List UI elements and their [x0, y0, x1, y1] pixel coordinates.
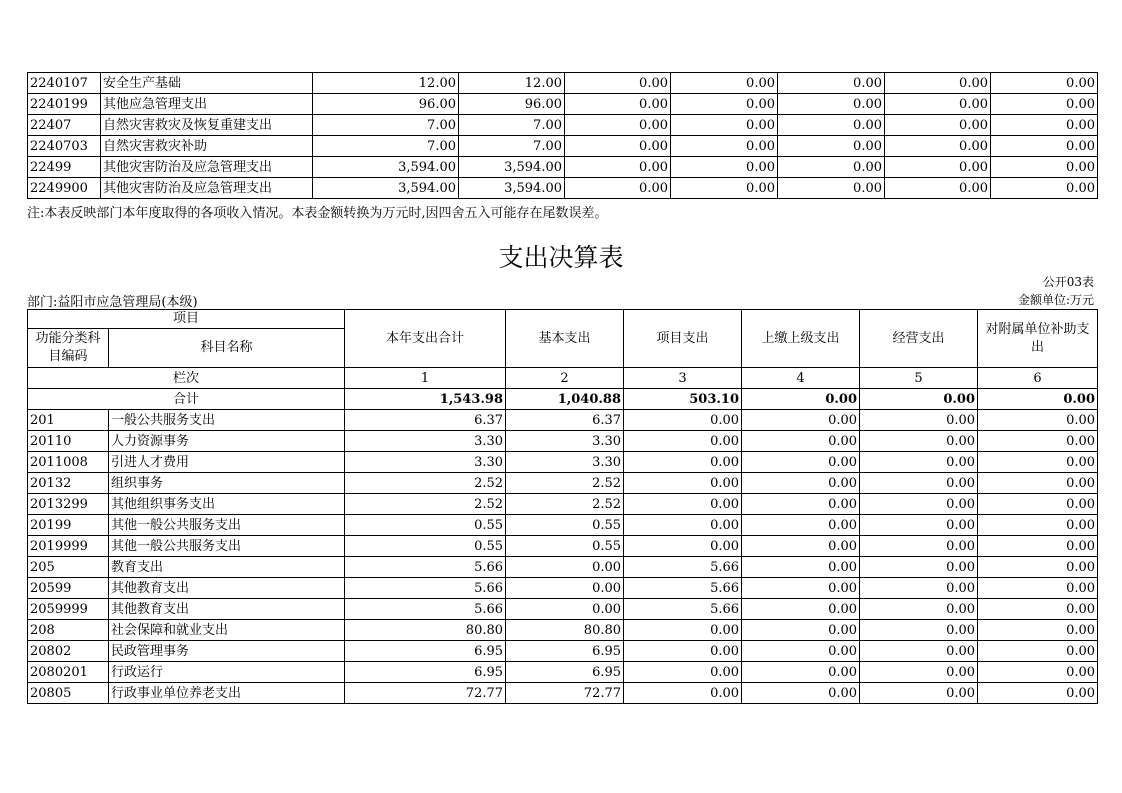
amount-cell: 6.37 — [345, 410, 506, 431]
amount-cell: 0.00 — [978, 452, 1098, 473]
amount-cell: 0.00 — [978, 410, 1098, 431]
amount-cell: 6.95 — [506, 662, 624, 683]
amount-cell: 3,594.00 — [459, 157, 565, 178]
amount-cell: 0.00 — [860, 662, 978, 683]
amount-cell: 5.66 — [624, 557, 742, 578]
table-row — [28, 136, 1098, 157]
column-number-row — [28, 368, 1098, 389]
amount-cell: 0.00 — [742, 536, 860, 557]
amount-cell: 0.00 — [885, 73, 991, 94]
subject-code-cell: 208 — [28, 620, 109, 641]
amount-cell: 0.00 — [565, 73, 671, 94]
amount-cell: 0.00 — [671, 115, 778, 136]
amount-cell: 0.00 — [860, 578, 978, 599]
subject-name-cell: 教育支出 — [109, 557, 345, 578]
amount-cell: 0.00 — [778, 157, 885, 178]
subject-code-cell: 2019999 — [28, 536, 109, 557]
amount-cell: 0.00 — [742, 599, 860, 620]
subject-code-cell: 2011008 — [28, 452, 109, 473]
table-row — [28, 73, 1098, 94]
table-row — [28, 557, 1098, 578]
subject-name-cell: 自然灾害救灾及恢复重建支出 — [101, 115, 313, 136]
subject-code-cell: 2059999 — [28, 599, 109, 620]
column-number: 5 — [860, 368, 978, 389]
table-row — [28, 115, 1098, 136]
subject-code-cell: 20805 — [28, 683, 109, 704]
amount-cell: 0.00 — [860, 599, 978, 620]
subject-name-cell: 其他应急管理支出 — [101, 94, 313, 115]
amount-cell: 0.00 — [778, 178, 885, 199]
amount-cell: 0.00 — [978, 578, 1098, 599]
subject-code-cell: 2240107 — [28, 73, 101, 94]
column-number: 4 — [742, 368, 860, 389]
subject-name-cell: 行政运行 — [109, 662, 345, 683]
header-code: 功能分类科目编码 — [28, 329, 109, 368]
column-number: 3 — [624, 368, 742, 389]
amount-cell: 0.00 — [978, 683, 1098, 704]
amount-cell: 6.95 — [345, 662, 506, 683]
amount-cell: 0.00 — [860, 515, 978, 536]
amount-cell: 0.00 — [978, 536, 1098, 557]
subject-code-cell: 2080201 — [28, 662, 109, 683]
income-table-note: 注:本表反映部门本年度取得的各项收入情况。本表金额转换为万元时,因四舍五入可能存在尾数误差。 — [27, 206, 608, 221]
subject-code-cell: 22499 — [28, 157, 101, 178]
amount-cell: 3.30 — [506, 431, 624, 452]
total-label: 合计 — [28, 389, 345, 410]
subject-name-cell: 民政管理事务 — [109, 641, 345, 662]
amount-cell: 0.00 — [860, 452, 978, 473]
subject-code-cell: 20199 — [28, 515, 109, 536]
table-row — [28, 157, 1098, 178]
table-row — [28, 662, 1098, 683]
amount-cell: 3.30 — [345, 431, 506, 452]
subject-code-cell: 201 — [28, 410, 109, 431]
subject-name-cell: 一般公共服务支出 — [109, 410, 345, 431]
subject-name-cell: 社会保障和就业支出 — [109, 620, 345, 641]
amount-cell: 0.00 — [885, 115, 991, 136]
amount-cell: 0.00 — [742, 452, 860, 473]
amount-cell: 5.66 — [345, 578, 506, 599]
header-basic: 基本支出 — [506, 310, 624, 368]
amount-cell: 3.30 — [345, 452, 506, 473]
amount-cell: 0.00 — [978, 473, 1098, 494]
amount-cell: 72.77 — [506, 683, 624, 704]
subject-name-cell: 其他灾害防治及应急管理支出 — [101, 157, 313, 178]
amount-cell: 0.00 — [991, 178, 1098, 199]
amount-cell: 0.00 — [860, 494, 978, 515]
amount-cell: 3.30 — [506, 452, 624, 473]
amount-cell: 0.00 — [991, 136, 1098, 157]
amount-cell: 0.00 — [565, 157, 671, 178]
subject-name-cell: 安全生产基础 — [101, 73, 313, 94]
amount-cell: 0.00 — [624, 620, 742, 641]
amount-cell: 0.00 — [860, 536, 978, 557]
amount-cell: 0.00 — [742, 494, 860, 515]
table-row — [28, 494, 1098, 515]
amount-cell: 0.00 — [978, 620, 1098, 641]
form-number: 公开03表 — [1042, 275, 1094, 289]
amount-cell: 0.00 — [778, 136, 885, 157]
amount-cell: 80.80 — [506, 620, 624, 641]
table-row — [28, 641, 1098, 662]
amount-cell: 0.00 — [742, 557, 860, 578]
amount-cell: 0.00 — [624, 410, 742, 431]
amount-cell: 0.55 — [506, 536, 624, 557]
amount-cell: 0.00 — [978, 599, 1098, 620]
amount-cell: 2.52 — [345, 473, 506, 494]
amount-cell: 96.00 — [459, 94, 565, 115]
header-project-expense: 项目支出 — [624, 310, 742, 368]
amount-cell: 5.66 — [345, 557, 506, 578]
amount-cell: 0.00 — [978, 662, 1098, 683]
column-number: 1 — [345, 368, 506, 389]
amount-cell: 0.00 — [624, 683, 742, 704]
amount-cell: 80.80 — [345, 620, 506, 641]
subject-name-cell: 其他灾害防治及应急管理支出 — [101, 178, 313, 199]
amount-cell: 0.00 — [742, 431, 860, 452]
amount-cell: 0.00 — [565, 94, 671, 115]
amount-cell: 3,594.00 — [313, 178, 459, 199]
amount-cell: 0.55 — [345, 515, 506, 536]
amount-cell: 6.37 — [506, 410, 624, 431]
total-value: 0.00 — [860, 389, 978, 410]
amount-cell: 0.00 — [742, 578, 860, 599]
subject-name-cell: 其他组织事务支出 — [109, 494, 345, 515]
amount-cell: 0.00 — [624, 662, 742, 683]
subject-code-cell: 2240703 — [28, 136, 101, 157]
amount-cell: 0.00 — [671, 157, 778, 178]
amount-cell: 0.00 — [860, 641, 978, 662]
table-row — [28, 620, 1098, 641]
amount-cell: 0.00 — [624, 536, 742, 557]
amount-cell: 0.00 — [885, 157, 991, 178]
amount-cell: 0.00 — [778, 73, 885, 94]
amount-cell: 0.00 — [978, 494, 1098, 515]
amount-cell: 0.00 — [671, 178, 778, 199]
column-number: 2 — [506, 368, 624, 389]
amount-cell: 0.00 — [860, 431, 978, 452]
header-project: 项目 — [28, 310, 345, 329]
table-row — [28, 452, 1098, 473]
amount-cell: 6.95 — [345, 641, 506, 662]
amount-cell: 5.66 — [624, 599, 742, 620]
amount-cell: 96.00 — [313, 94, 459, 115]
amount-unit-label: 金额单位:万元 — [1017, 293, 1094, 307]
table-row — [28, 536, 1098, 557]
amount-cell: 0.00 — [624, 515, 742, 536]
amount-cell: 0.00 — [778, 115, 885, 136]
amount-cell: 0.00 — [671, 73, 778, 94]
total-value: 1,040.88 — [506, 389, 624, 410]
header-business: 经营支出 — [860, 310, 978, 368]
amount-cell: 5.66 — [624, 578, 742, 599]
table-row — [28, 410, 1098, 431]
amount-cell: 0.00 — [565, 178, 671, 199]
subject-name-cell: 其他教育支出 — [109, 578, 345, 599]
subject-code-cell: 20599 — [28, 578, 109, 599]
total-value: 0.00 — [978, 389, 1098, 410]
amount-cell: 12.00 — [459, 73, 565, 94]
amount-cell: 7.00 — [313, 136, 459, 157]
subject-code-cell: 2240199 — [28, 94, 101, 115]
amount-cell: 0.00 — [742, 620, 860, 641]
amount-cell: 0.00 — [565, 136, 671, 157]
amount-cell: 7.00 — [459, 136, 565, 157]
amount-cell: 0.00 — [978, 557, 1098, 578]
subject-name-cell: 人力资源事务 — [109, 431, 345, 452]
table-row — [28, 178, 1098, 199]
amount-cell: 7.00 — [459, 115, 565, 136]
income-table-continued — [27, 72, 1098, 199]
amount-cell: 0.00 — [624, 473, 742, 494]
table-row — [28, 599, 1098, 620]
amount-cell: 0.55 — [506, 515, 624, 536]
amount-cell: 72.77 — [345, 683, 506, 704]
table-row — [28, 578, 1098, 599]
amount-cell: 0.00 — [742, 473, 860, 494]
amount-cell: 0.00 — [742, 662, 860, 683]
header-total: 本年支出合计 — [345, 310, 506, 368]
amount-cell: 0.00 — [624, 452, 742, 473]
amount-cell: 0.55 — [345, 536, 506, 557]
amount-cell: 0.00 — [778, 94, 885, 115]
amount-cell: 0.00 — [506, 578, 624, 599]
amount-cell: 0.00 — [991, 157, 1098, 178]
subject-name-cell: 其他一般公共服务支出 — [109, 536, 345, 557]
amount-cell: 0.00 — [991, 73, 1098, 94]
amount-cell: 0.00 — [991, 115, 1098, 136]
amount-cell: 0.00 — [742, 683, 860, 704]
amount-cell: 0.00 — [860, 410, 978, 431]
table-row — [28, 515, 1098, 536]
amount-cell: 0.00 — [991, 94, 1098, 115]
amount-cell: 5.66 — [345, 599, 506, 620]
amount-cell: 2.52 — [506, 473, 624, 494]
table-row — [28, 473, 1098, 494]
subject-name-cell: 其他教育支出 — [109, 599, 345, 620]
amount-cell: 0.00 — [506, 599, 624, 620]
amount-cell: 6.95 — [506, 641, 624, 662]
page-title: 支出决算表 — [498, 243, 624, 272]
amount-cell: 0.00 — [671, 136, 778, 157]
table-row — [28, 431, 1098, 452]
subject-code-cell: 2249900 — [28, 178, 101, 199]
subject-code-cell: 2013299 — [28, 494, 109, 515]
amount-cell: 0.00 — [565, 115, 671, 136]
header-subsidy: 对附属单位补助支出 — [978, 310, 1098, 368]
subject-code-cell: 22407 — [28, 115, 101, 136]
amount-cell: 0.00 — [742, 641, 860, 662]
column-row-label: 栏次 — [28, 368, 345, 389]
amount-cell: 0.00 — [860, 557, 978, 578]
amount-cell: 0.00 — [742, 515, 860, 536]
table-row — [28, 94, 1098, 115]
amount-cell: 0.00 — [671, 94, 778, 115]
amount-cell: 0.00 — [885, 94, 991, 115]
amount-cell: 0.00 — [860, 620, 978, 641]
subject-code-cell: 20110 — [28, 431, 109, 452]
subject-name-cell: 行政事业单位养老支出 — [109, 683, 345, 704]
total-value: 1,543.98 — [345, 389, 506, 410]
subject-name-cell: 引进人才费用 — [109, 452, 345, 473]
amount-cell: 0.00 — [624, 641, 742, 662]
amount-cell: 3,594.00 — [313, 157, 459, 178]
subject-name-cell: 其他一般公共服务支出 — [109, 515, 345, 536]
subject-name-cell: 自然灾害救灾补助 — [101, 136, 313, 157]
header-name: 科目名称 — [109, 329, 345, 368]
total-value: 0.00 — [742, 389, 860, 410]
subject-code-cell: 20132 — [28, 473, 109, 494]
expenditure-table — [27, 309, 1098, 704]
header-upper-payment: 上缴上级支出 — [742, 310, 860, 368]
department-label: 部门:益阳市应急管理局(本级) — [27, 295, 198, 310]
subject-code-cell: 205 — [28, 557, 109, 578]
total-row — [28, 389, 1098, 410]
amount-cell: 0.00 — [978, 641, 1098, 662]
amount-cell: 0.00 — [860, 683, 978, 704]
amount-cell: 12.00 — [313, 73, 459, 94]
amount-cell: 0.00 — [624, 494, 742, 515]
amount-cell: 0.00 — [624, 431, 742, 452]
amount-cell: 0.00 — [506, 557, 624, 578]
subject-name-cell: 组织事务 — [109, 473, 345, 494]
amount-cell: 0.00 — [742, 410, 860, 431]
table-row — [28, 683, 1098, 704]
amount-cell: 2.52 — [345, 494, 506, 515]
amount-cell: 0.00 — [885, 178, 991, 199]
amount-cell: 7.00 — [313, 115, 459, 136]
amount-cell: 0.00 — [860, 473, 978, 494]
amount-cell: 0.00 — [978, 515, 1098, 536]
total-value: 503.10 — [624, 389, 742, 410]
amount-cell: 2.52 — [506, 494, 624, 515]
amount-cell: 3,594.00 — [459, 178, 565, 199]
column-number: 6 — [978, 368, 1098, 389]
amount-cell: 0.00 — [885, 136, 991, 157]
subject-code-cell: 20802 — [28, 641, 109, 662]
amount-cell: 0.00 — [978, 431, 1098, 452]
